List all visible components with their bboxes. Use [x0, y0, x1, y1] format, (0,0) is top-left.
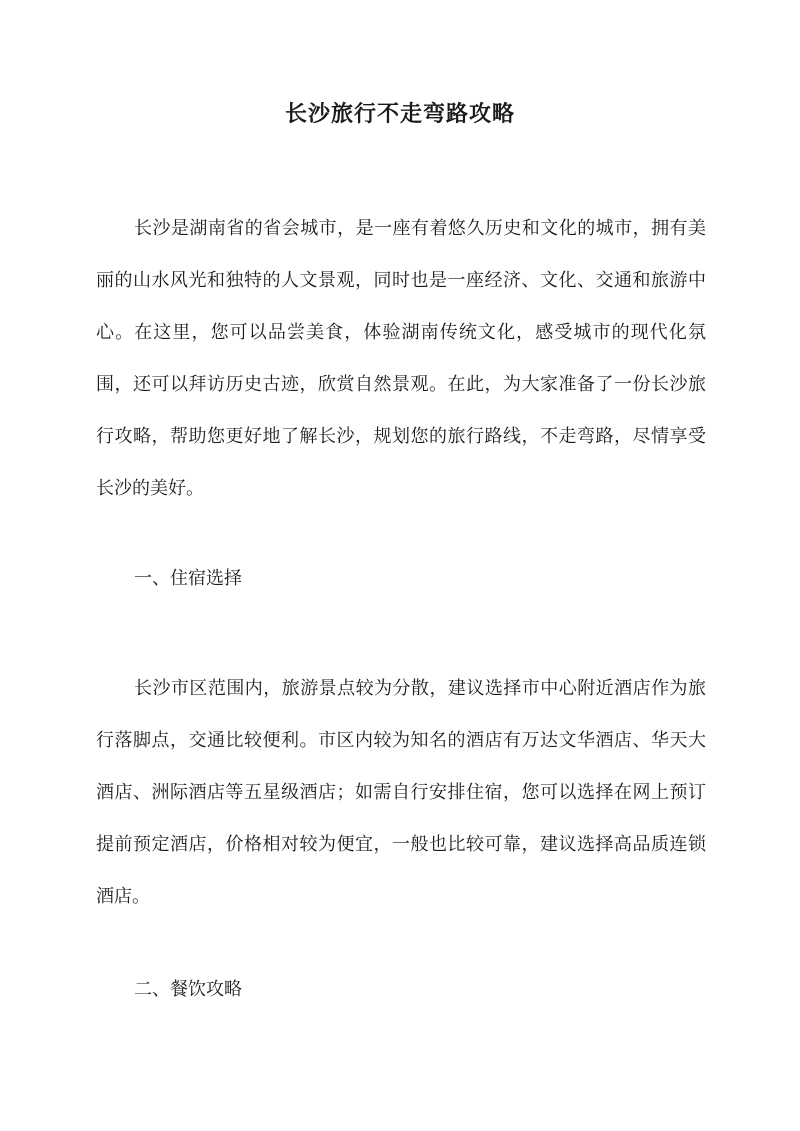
section-heading-dining: 二、餐饮攻略	[134, 979, 242, 1000]
document-title: 长沙旅行不走弯路攻略	[284, 101, 515, 127]
section-heading-accommodation: 一、住宿选择	[134, 568, 242, 589]
intro-paragraph: 长沙是湖南省的省会城市，是一座有着悠久历史和文化的城市，拥有美丽的山水风光和独特的人文景观，同时也是一座经济、文化、交通和旅游中心。在这里，您可以品尝美食，体验湖南传统文化，感受城市的现代化氛围，还可以拜访历史古迹，欣赏自然景观。在此，为大家准备了一份长沙旅行攻略，帮助您更好地了解长沙，规划您的旅行路线，不走弯路，尽情享受长沙的美好。	[96, 218, 706, 499]
accommodation-paragraph: 长沙市区范围内，旅游景点较为分散，建议选择市中心附近酒店作为旅行落脚点，交通比较便利。市区内较为知名的酒店有万达文华酒店、华天大酒店、洲际酒店等五星级酒店；如需自行安排住宿，您可以选择在网上预订提前预定酒店，价格相对较为便宜，一般也比较可靠，建议选择高品质连锁酒店。	[96, 678, 706, 907]
